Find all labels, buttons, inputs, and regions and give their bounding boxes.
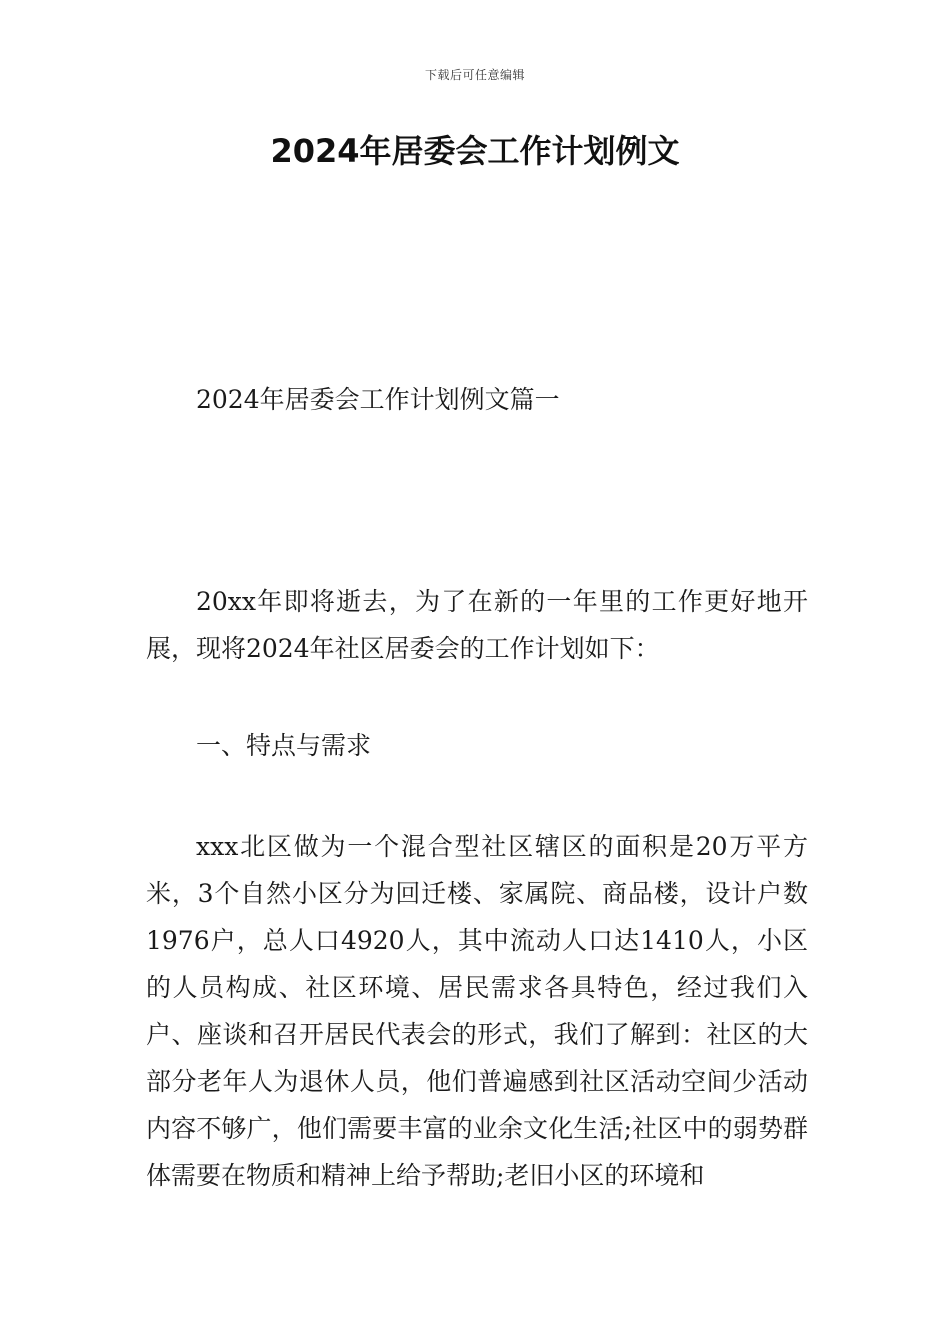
document-title: 2024年居委会工作计划例文 (270, 132, 680, 170)
heading-one-paragraph: 一、特点与需求 (196, 731, 372, 760)
header-note: 下载后可任意编辑 (424, 68, 525, 82)
detail-paragraph: xxx北区做为一个混合型社区辖区的面积是20万平方米，3个自然小区分为回迁楼、家属院、商品楼，设计户数1976户，总人口4920人，其中流动人口达1410人，小区的人员构成、社区环境、居民需求各具特色，经过我们入户、座谈和召开居民代表会的形式，我们了解到：社区的大部分老年人为退休人员，他们普遍感到社区活动空间少活动内容不够广，他们需要丰富的业余文化生活;社区中的弱势群体需要在物质和精神上给予帮助;老旧小区的环境和 (146, 832, 808, 1190)
intro-paragraph: 20xx年即将逝去，为了在新的一年里的工作更好地开展，现将2024年社区居委会的工作计划如下： (146, 587, 808, 663)
section-heading: 2024年居委会工作计划例文篇一 (196, 385, 560, 414)
